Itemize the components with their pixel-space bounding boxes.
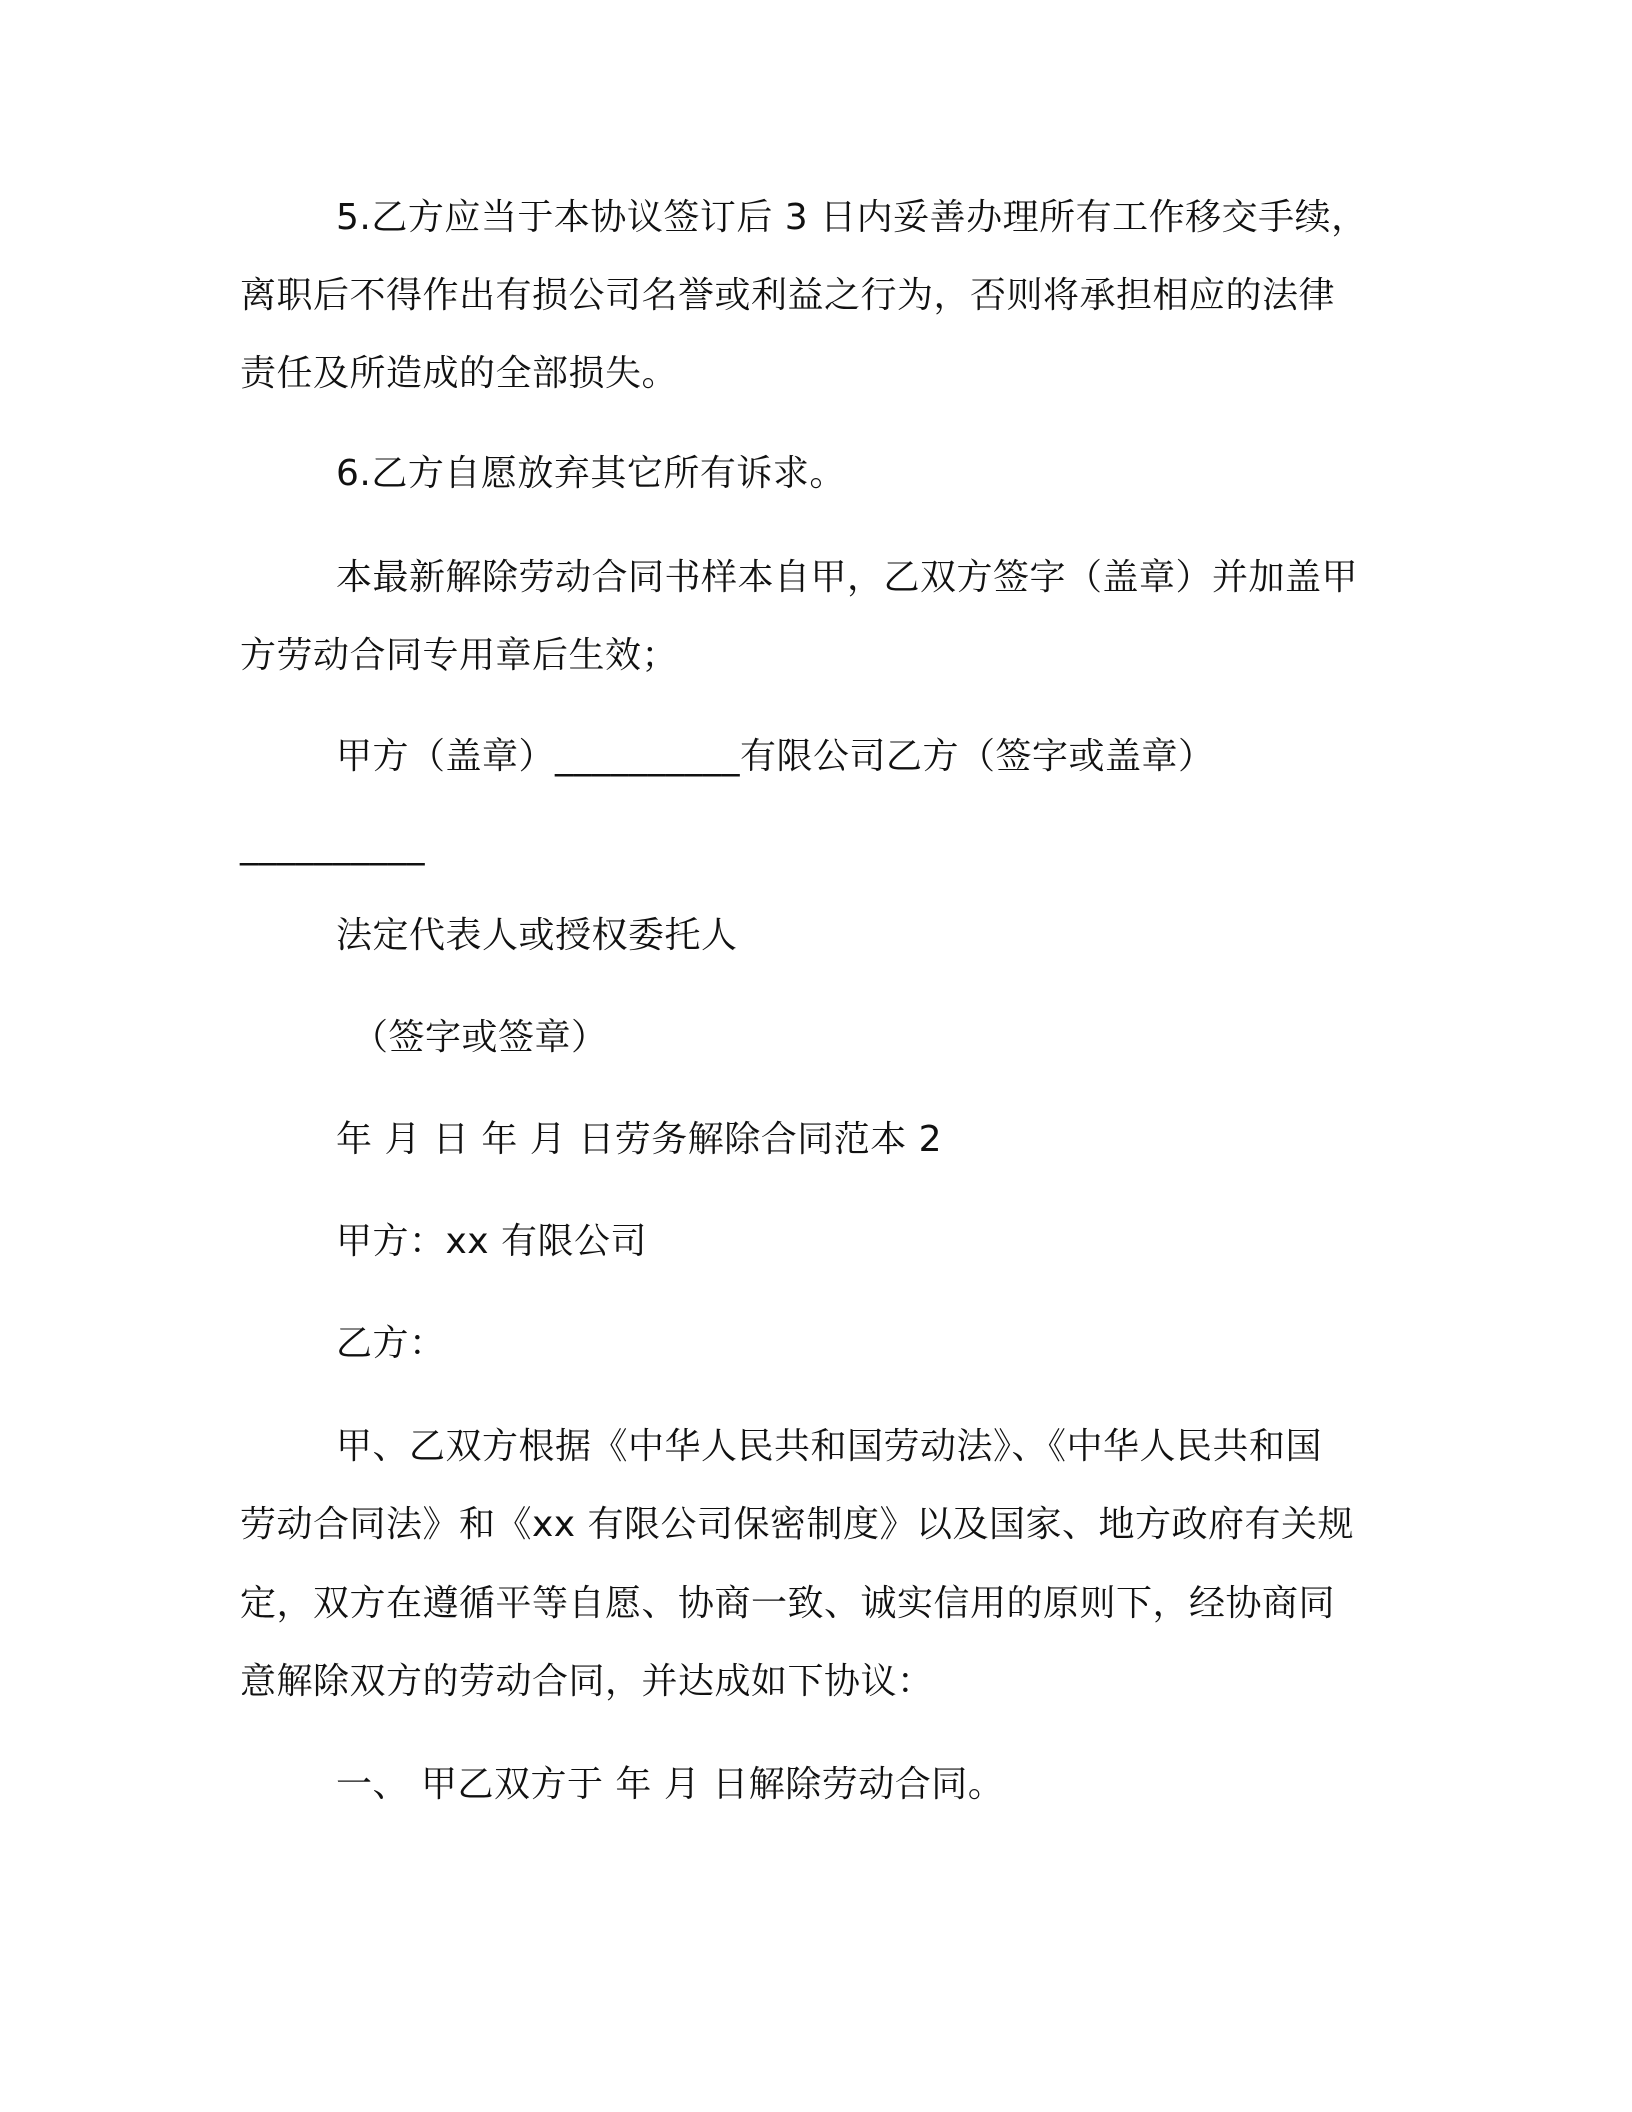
clause-6: 6.乙方自愿放弃其它所有诉求。 bbox=[336, 453, 846, 494]
clause-one: 一、 甲乙双方于 年 月 日解除劳动合同。 bbox=[336, 1764, 1005, 1805]
effective-clause-line-1: 本最新解除劳动合同书样本自甲，乙双方签字（盖章）并加盖甲 bbox=[336, 557, 1359, 598]
clause-5-line-3: 责任及所造成的全部损失。 bbox=[240, 353, 679, 394]
agreement-intro-line-4: 意解除双方的劳动合同，并达成如下协议： bbox=[240, 1661, 934, 1702]
clause-5-line-2: 离职后不得作出有损公司名誉或利益之行为，否则将承担相应的法律 bbox=[240, 275, 1336, 316]
date-and-template-title: 年 月 日 年 月 日劳务解除合同范本 2 bbox=[336, 1119, 943, 1160]
agreement-intro-line-1: 甲、乙双方根据《中华人民共和国劳动法》、《中华人民共和国 bbox=[336, 1426, 1323, 1467]
party-b: 乙方： bbox=[336, 1323, 446, 1364]
party-a: 甲方：xx 有限公司 bbox=[336, 1221, 648, 1262]
clause-5-line-1: 5.乙方应当于本协议签订后 3 日内妥善办理所有工作移交手续， bbox=[336, 197, 1368, 238]
signature-line: 甲方（盖章）__________有限公司乙方（签字或盖章） bbox=[336, 736, 1215, 777]
signature-stamp-label: （签字或签章） bbox=[352, 1017, 608, 1058]
legal-representative-label: 法定代表人或授权委托人 bbox=[336, 915, 738, 956]
effective-clause-line-2: 方劳动合同专用章后生效； bbox=[240, 635, 679, 676]
signature-blank: __________ bbox=[240, 825, 425, 866]
agreement-intro-line-3: 定，双方在遵循平等自愿、协商一致、诚实信用的原则下，经协商同 bbox=[240, 1583, 1336, 1624]
agreement-intro-line-2: 劳动合同法》和《xx 有限公司保密制度》以及国家、地方政府有关规 bbox=[240, 1504, 1355, 1545]
